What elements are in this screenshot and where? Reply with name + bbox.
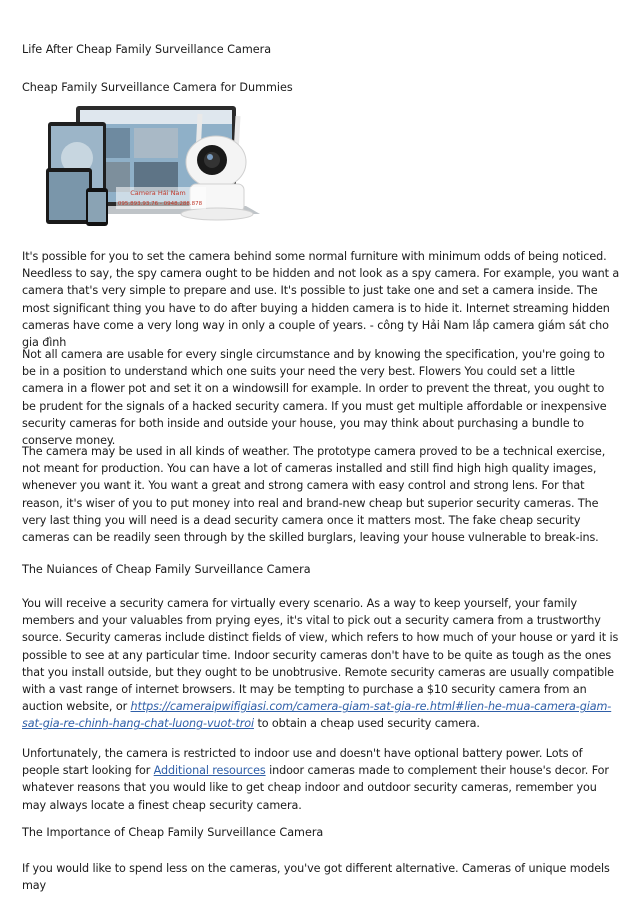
paragraph-text: indoor cameras made to complement their house's decor. For whatever reasons that you would like to get cheap indoor and outdoor security cameras, remember you may always locate a finest cheap security camera. [22, 764, 609, 812]
section-heading: The Nuiances of Cheap Family Surveillance Camera [22, 563, 311, 576]
section-heading: The Importance of Cheap Family Surveillance Camera [22, 826, 324, 839]
paragraph: If you would like to spend less on the cameras, you've got different alternative. Cameras of unique models may [22, 862, 610, 893]
paragraph [22, 595, 620, 733]
document-title: Life After Cheap Family Surveillance Camera [22, 43, 272, 56]
product-image [46, 102, 264, 230]
external-link[interactable]: https://cameraipwifigiasi.com/camera-giam-sat-gia-re.html#lien-he-mua-camera-giam-sat-gia-re-chinh-hang-chat-luong-vuot-troi [22, 700, 612, 731]
paragraph [22, 745, 620, 814]
additional-resources-link[interactable]: Additional resources [153, 764, 266, 778]
section-heading: Cheap Family Surveillance Camera for Dummies [22, 81, 293, 94]
paragraph-text: to obtain a cheap used security camera. [253, 717, 480, 731]
paragraph-text: You will receive a security camera for virtually every scenario. As a way to keep yourself, your family members and your valuables from prying eyes, it's vital to pick out a security camera from a trustworthy source. Security cameras include distinct fields of view, which refers to how much of your house or yard it is possible to see at any particular time. Indoor security cameras don't have to be quite as tough as the ones that you install outside, but they ought to be unobtrusive. Remote security cameras are usually compatible with a vast range of internet browsers. It may be tempting to purchase a $10 security camera from an auction website, or [22, 597, 619, 714]
phone-watermark: 095.893.93.76 - 0948.288.878 [117, 201, 203, 207]
paragraph: It's possible for you to set the camera behind some normal furniture with minimum odds of being noticed. Needless to say, the spy camera ought to be hidden and not look as a spy camera. For example, you want a camera that's very simple to prepare and use. It's possible to just take one and set a camera inside. The most significant thing you have to do after buying a hidden camera is to hide it. Internet streaming hidden cameras have come a very long way in only a couple of years. - công ty Hải Nam lắp camera giám sát cho gia đình [22, 250, 620, 350]
brand-watermark: Camera Hải Nam [130, 189, 186, 197]
paragraph-text: Unfortunately, the camera is restricted to indoor use and doesn't have optional battery power. Lots of people start looking for [22, 747, 583, 778]
paragraph: The camera may be used in all kinds of weather. The prototype camera proved to be a technical exercise, not meant for production. You can have a lot of cameras installed and still find high high quality images, whenever you want it. You want a great and strong camera with easy control and strong lens. For that reason, it's wiser of you to put money into real and brand-new cheap but superior security cameras. The very last thing you will need is a dead security camera once it matters most. The fake cheap security cameras can be readily seen through by the skilled burglars, leaving your house vulnerable to break-ins. [22, 445, 606, 545]
paragraph: Not all camera are usable for every single circumstance and by knowing the specification, you're going to be in a position to understand which one suits your need the very best. Flowers You could set a little camera in a flower pot and set it on a windowsill for example. In order to prevent the threat, you ought to be prudent for the signals of a hacked security camera. If you must get multiple affordable or inexpensive security cameras for both inside and outside your house, you may think about purchasing a bundle to conserve money. [22, 348, 607, 448]
camera-illustration [46, 102, 264, 230]
